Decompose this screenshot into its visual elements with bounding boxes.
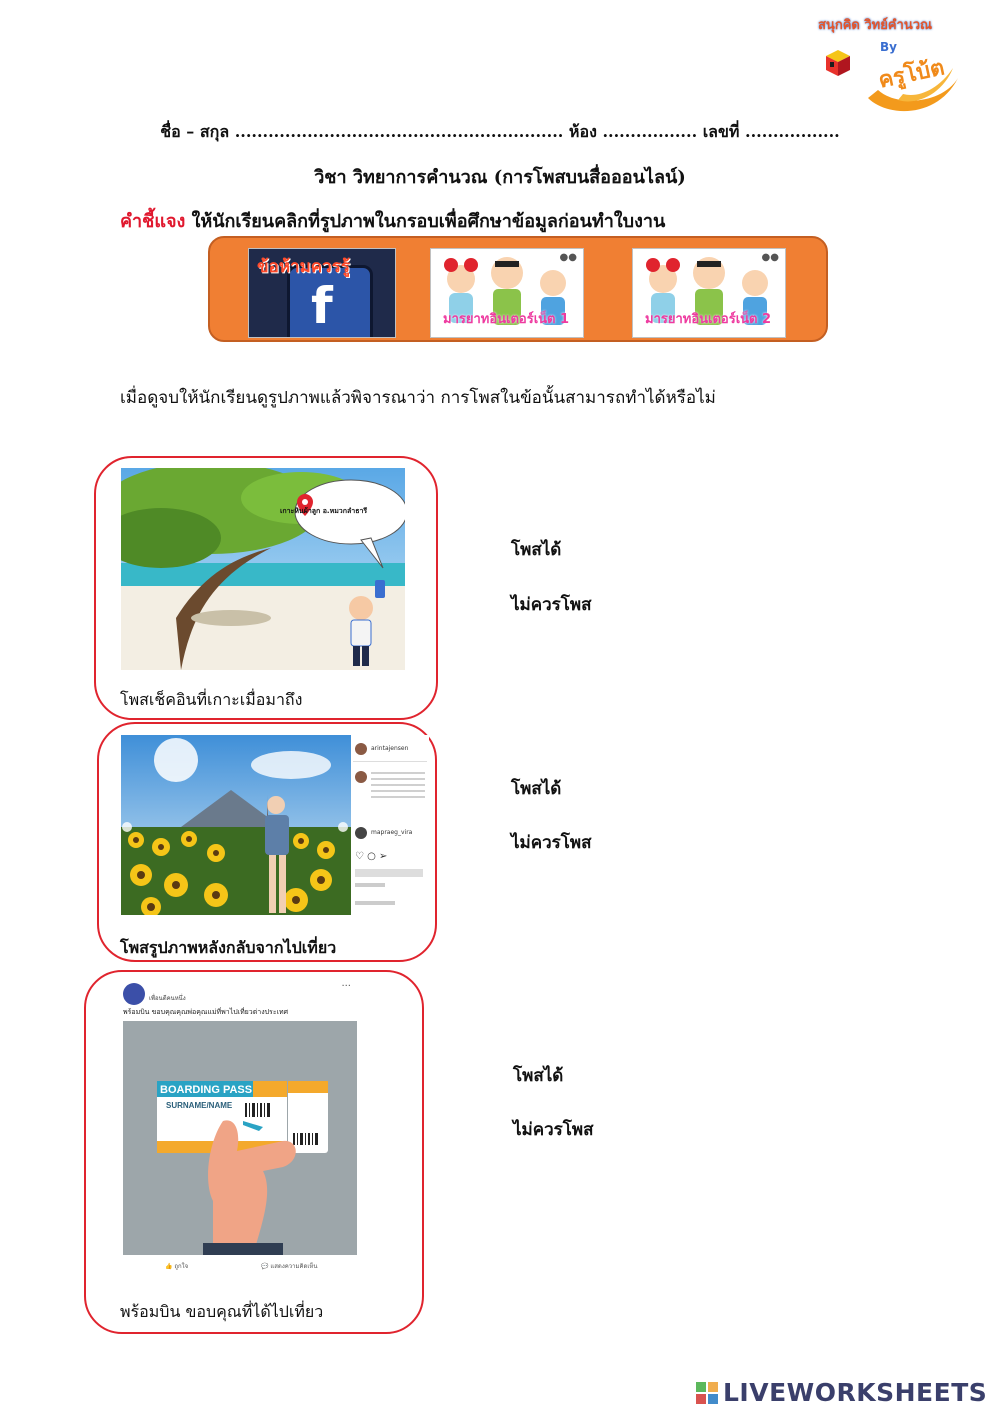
more-icon: ●● [559, 252, 577, 263]
more-icon[interactable]: ··· [341, 981, 351, 992]
sunflower-photo [121, 735, 351, 915]
liveworksheets-logo [697, 1378, 987, 1407]
cube-icon [822, 46, 854, 78]
instruction-label: คำชี้แจง [120, 211, 186, 232]
media-banner [208, 236, 828, 342]
thumbnail-title: มารยาทอินเตอร์เน็ต 2 [645, 312, 772, 327]
post-text: พร้อมบิน ขอบคุณคุณพ่อคุณแม่ที่พาไปเที่ยวต่างประเทศ [123, 1008, 289, 1016]
question-text: เมื่อดูจบให้นักเรียนดูรูปภาพแล้วพิจารณาว่า การโพสในข้อนั้นสามารถทำได้หรือไม่ [120, 388, 716, 408]
instruction-text: ให้นักเรียนคลิกที่รูปภาพในกรอบเพื่อศึกษาข้อมูลก่อนทำใบงาน [185, 211, 666, 232]
beach-image [121, 468, 405, 670]
add-comment-line [355, 901, 395, 905]
location-bubble-text: เกาะหินผ้าลูก อ.หมวกลำธารี [280, 507, 368, 515]
comment-username: mapraeg_vira [371, 829, 413, 836]
ticket-title: BOARDING PASS [160, 1084, 253, 1096]
item-caption-3: พร้อมบิน ขอบคุณที่ได้ไปเที่ยว [120, 1302, 324, 1321]
option-can-post-3[interactable]: โพสได้ [513, 1066, 564, 1086]
avatar [355, 827, 367, 839]
facebook-post [121, 981, 357, 1277]
likes-count-blurred [355, 869, 423, 877]
comment-button[interactable]: 💬 แสดงความคิดเห็น [261, 1263, 318, 1270]
divider [353, 761, 427, 762]
avatar [123, 983, 145, 1005]
logo-title: สนุกคิด วิทย์คำนวณ [818, 18, 933, 33]
post-author: เพื่อนดีคนหนึ่ง [149, 995, 186, 1002]
facebook-icon: f [311, 277, 333, 335]
netiquette-video-2-thumbnail[interactable] [632, 248, 786, 338]
ticket-name: SURNAME/NAME [166, 1101, 233, 1110]
netiquette-video-1-thumbnail[interactable] [430, 248, 584, 338]
subject-title: วิชา วิทยาการคำนวณ (การโพสบนสื่อออนไลน์) [314, 167, 686, 188]
caption-text-lines [371, 772, 425, 802]
option-should-not-post-3[interactable]: ไม่ควรโพส [513, 1120, 594, 1140]
logo-by: By [880, 40, 897, 54]
item-caption-2: โพสรูปภาพหลังกลับจากไปเที่ยว [120, 938, 337, 957]
boarding-pass-image [123, 1021, 357, 1255]
comment-label: แสดงความคิดเห็น [270, 1263, 318, 1270]
timestamp-line [355, 883, 385, 887]
like-label: ถูกใจ [174, 1263, 189, 1270]
facebook-video-thumbnail[interactable] [248, 248, 396, 338]
option-can-post-1[interactable]: โพสได้ [511, 540, 562, 560]
liveworksheets-text: LIVEWORKSHEETS [723, 1378, 988, 1407]
liveworksheets-icon [696, 1382, 718, 1404]
avatar [355, 743, 367, 755]
option-can-post-2[interactable]: โพสได้ [511, 779, 562, 799]
instagram-side-panel [351, 735, 429, 915]
more-icon: ●● [761, 252, 779, 263]
like-comment-share-icons[interactable]: ♡ ○ ➢ [355, 851, 388, 862]
option-should-not-post-2[interactable]: ไม่ควรโพส [511, 833, 592, 853]
thumbnail-title: มารยาทอินเตอร์เน็ต 1 [443, 312, 570, 327]
logo-name: ครูโบ้ต [876, 55, 947, 94]
like-button[interactable]: 👍 ถูกใจ [165, 1263, 189, 1270]
site-logo [818, 14, 968, 118]
student-info-line: ชื่อ – สกุล ........................................................... ห้อง ................. เลขที่ ................. [160, 122, 840, 141]
instruction [120, 206, 665, 235]
post-username: arintajensen [371, 745, 409, 752]
item-caption-1: โพสเช็คอินที่เกาะเมื่อมาถึง [120, 690, 303, 709]
avatar [355, 771, 367, 783]
thumbnail-title: ข้อห้ามควรรู้ [257, 257, 350, 277]
option-should-not-post-1[interactable]: ไม่ควรโพส [511, 595, 592, 615]
